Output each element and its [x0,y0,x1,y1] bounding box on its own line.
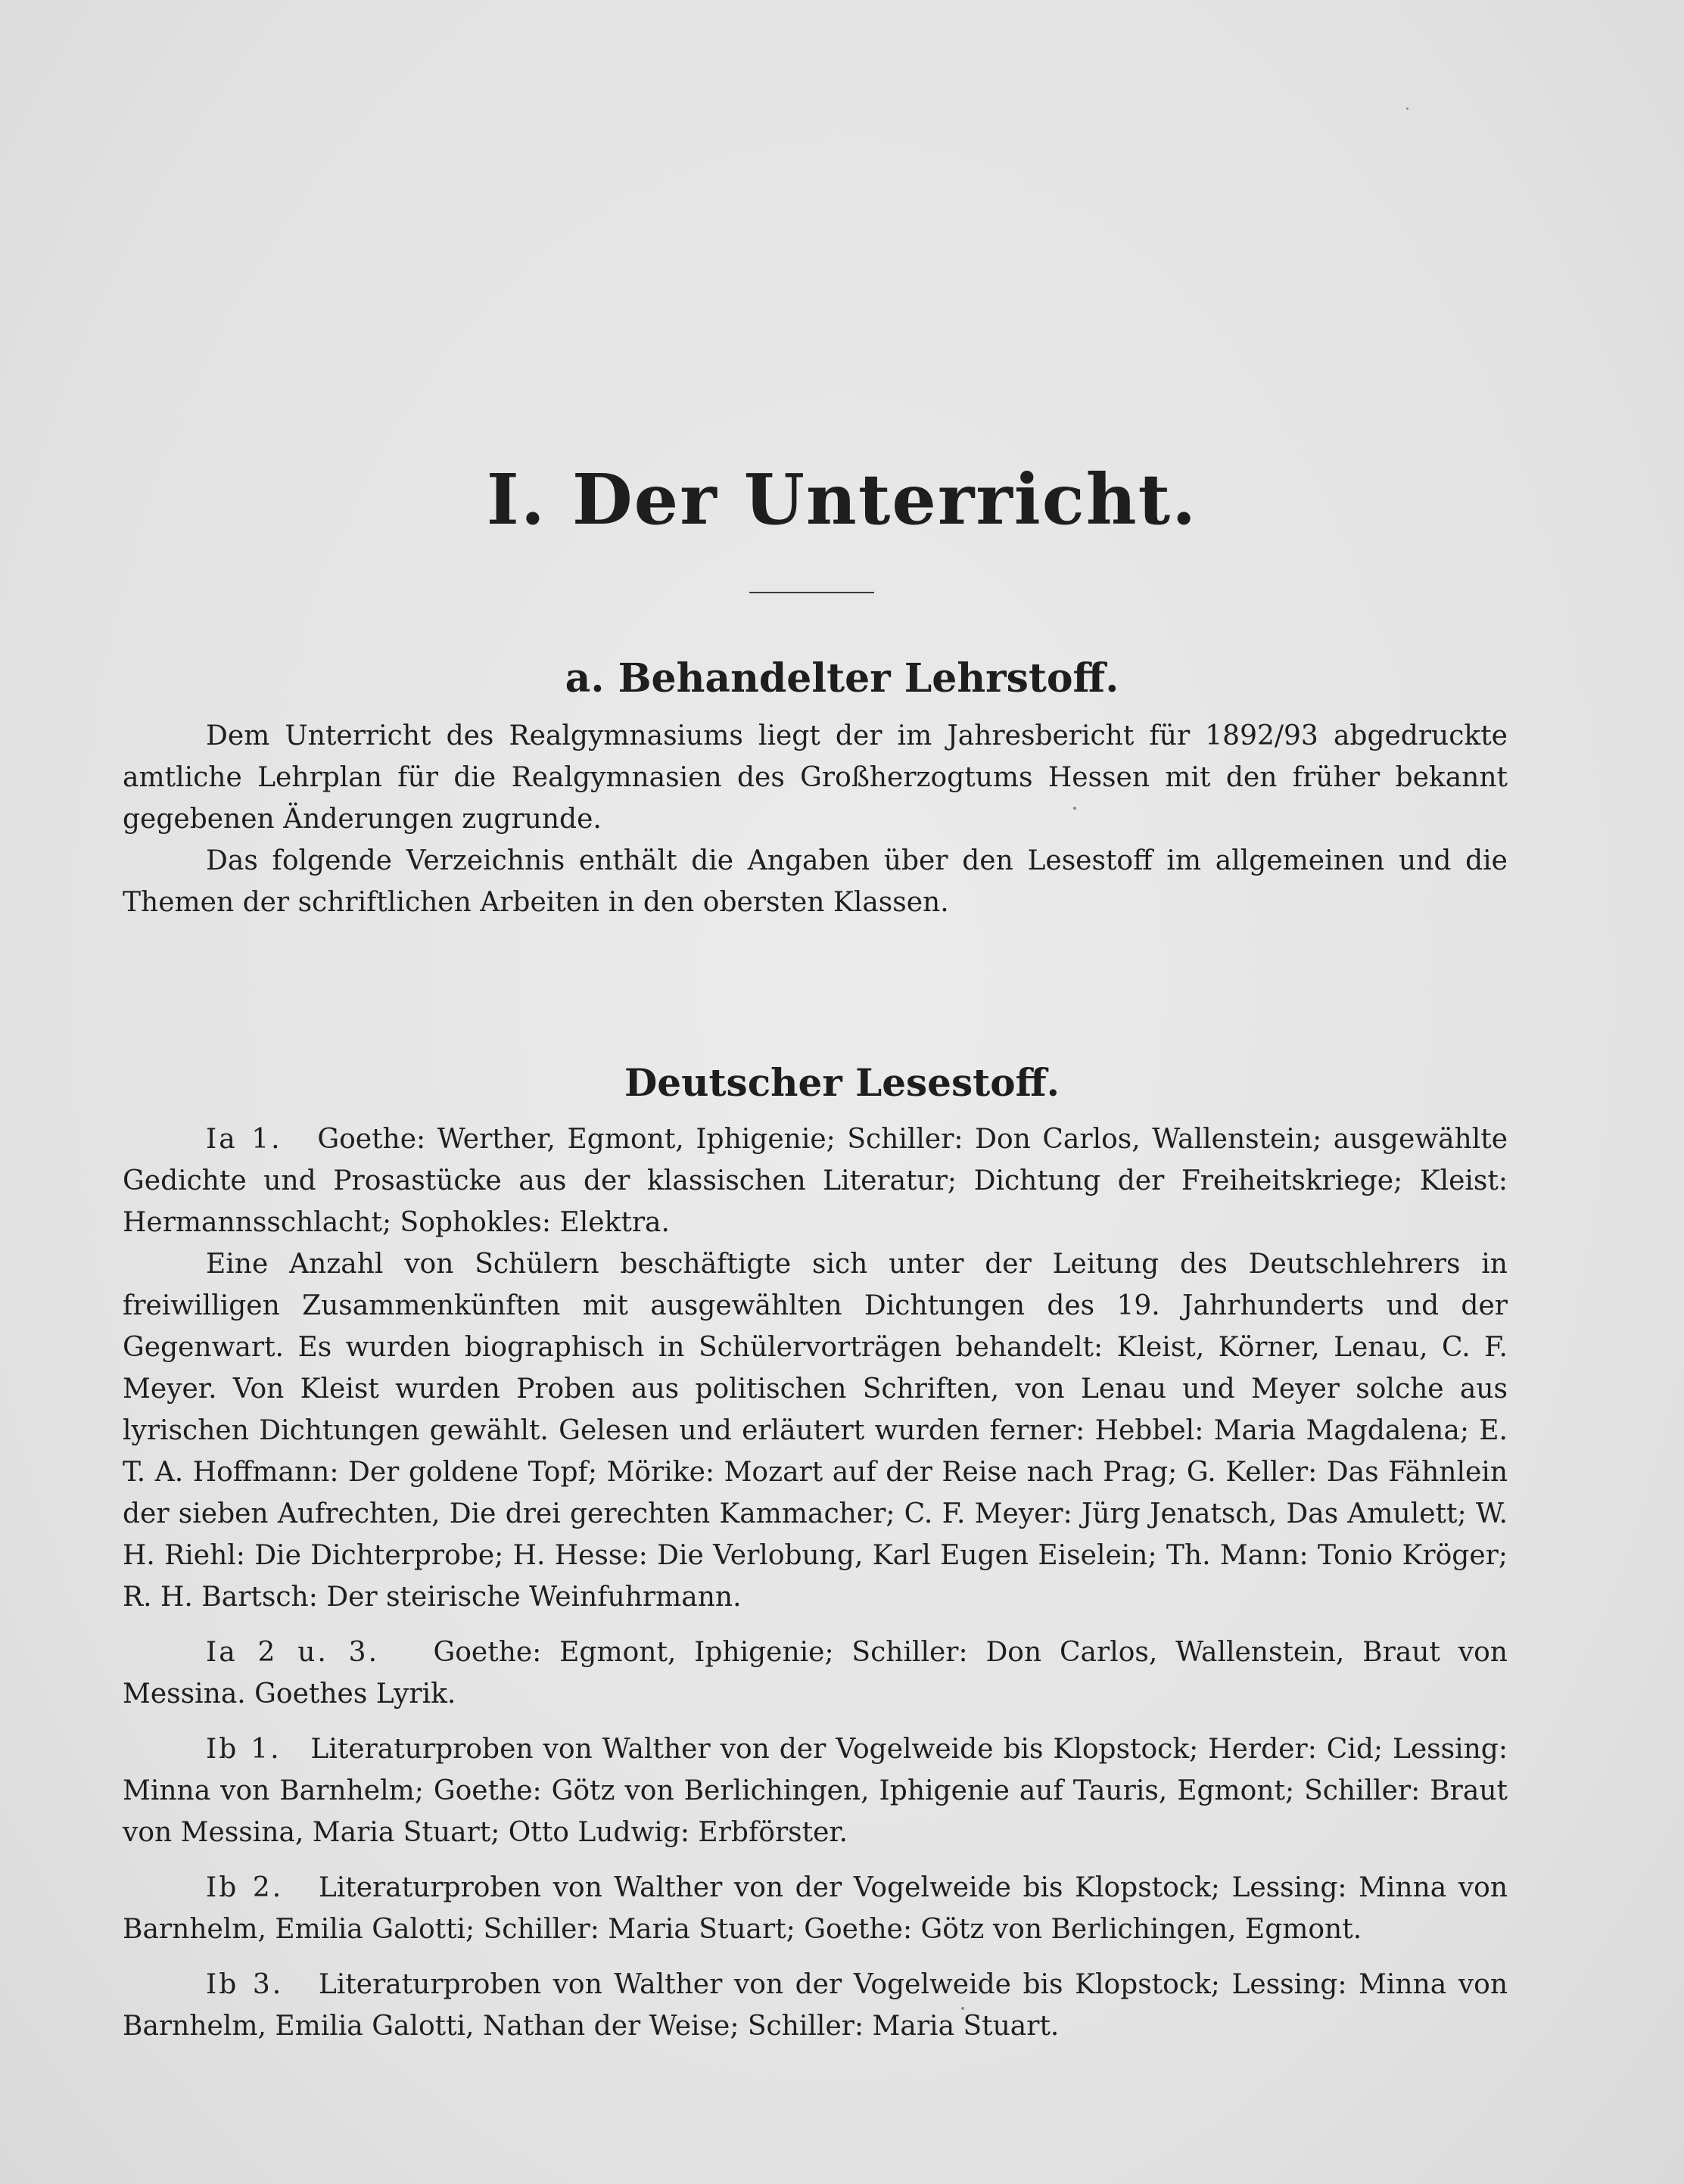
intro-paragraph: Dem Unterricht des Realgymnasiums liegt der im Jahresbericht für 1892/93 abgedruckte amtliche Lehrplan für die Realgymnasien des Großherzogtums Hessen mit den früher bekannt gegebenen Änderungen zugrunde. [123,720,1508,835]
paper-speck [1406,107,1409,110]
title-divider [749,592,874,593]
class-label: Ib 2. [206,1872,284,1903]
reading-list [123,1118,1508,2061]
entry-text: Goethe: Egmont, Iphigenie; Schiller: Don Carlos, Wallenstein, Braut von Messina. Goethes Lyrik. [123,1637,1508,1710]
reading-entry [123,1867,1508,1950]
class-label: Ia 1. [206,1124,282,1155]
entry-text: Literaturproben von Walther von der Vogelweide bis Klopstock; Lessing: Minna von Barnhelm, Emilia Galotti, Nathan der Weise; Schiller: Maria Stuart. [123,1969,1508,2042]
intro-paragraph: Das folgende Verzeichnis enthält die Angaben über den Lesestoff im allgemeinen und die Themen der schriftlichen Arbeiten in den obersten Klassen. [123,845,1508,918]
page-title: I. Der Unterricht. [486,459,1198,540]
class-label: Ib 3. [206,1969,284,2000]
intro-text [123,715,1508,923]
entry-text: Goethe: Werther, Egmont, Iphigenie; Schiller: Don Carlos, Wallenstein; ausgewählte Gedichte und Prosastücke aus der klassischen Literatur; Dichtung der Freiheitskriege; Kleist: Hermannsschlacht; Sophokles: Elektra. [123,1124,1508,1238]
reading-heading: Deutscher Lesestoff. [624,1060,1060,1105]
entry-text: Eine Anzahl von Schülern beschäftigte sich unter der Leitung des Deutschlehrers in freiwilligen Zusammenkünften mit ausgewählten Dichtungen des 19. Jahrhunderts und der Gegenwart. Es wurden biographisch in Schülervorträgen behandelt: Kleist, Körner, Lenau, C. F. Meyer. Von Kleist wurden Proben aus politischen Schriften, von Lenau und Meyer solche aus lyrischen Dichtungen gewählt. Gelesen und erläutert wurden ferner: Hebbel: Maria Magdalena; E. T. A. Hoffmann: Der goldene Topf; Mörike: Mozart auf der Reise nach Prag; G. Keller: Das Fähnlein der sieben Aufrechten, Die drei gerechten Kammacher; C. F. Meyer: Jürg Jenatsch, Das Amulett; W. H. Riehl: Die Dichterprobe; H. Hesse: Die Verlobung, Karl Eugen Eiselein; Th. Mann: Tonio Kröger; R. H. Bartsch: Der steirische Weinfuhrmann. [123,1249,1508,1613]
reading-entry [123,1632,1508,1715]
section-subtitle: a. Behandelter Lehrstoff. [565,655,1119,702]
reading-entry [123,1118,1508,1243]
reading-entry [123,1728,1508,1853]
class-label: Ib 1. [206,1734,282,1765]
entry-text: Literaturproben von Walther von der Vogelweide bis Klopstock; Lessing: Minna von Barnhelm, Emilia Galotti; Schiller: Maria Stuart; Goethe: Götz von Berlichingen, Egmont. [123,1872,1508,1945]
paper-speck [961,2007,964,2010]
paper-speck [1073,807,1076,810]
class-label: Ia 2 u. 3. [206,1637,380,1668]
reading-entry [123,1964,1508,2047]
reading-entry [123,1243,1508,1618]
entry-text: Literaturproben von Walther von der Vogelweide bis Klopstock; Herder: Cid; Lessing: Minna von Barnhelm; Goethe: Götz von Berlichingen, Iphigenie auf Tauris, Egmont; Schiller: Braut von Messina, Maria Stuart; Otto Ludwig: Erbförster. [123,1734,1508,1848]
